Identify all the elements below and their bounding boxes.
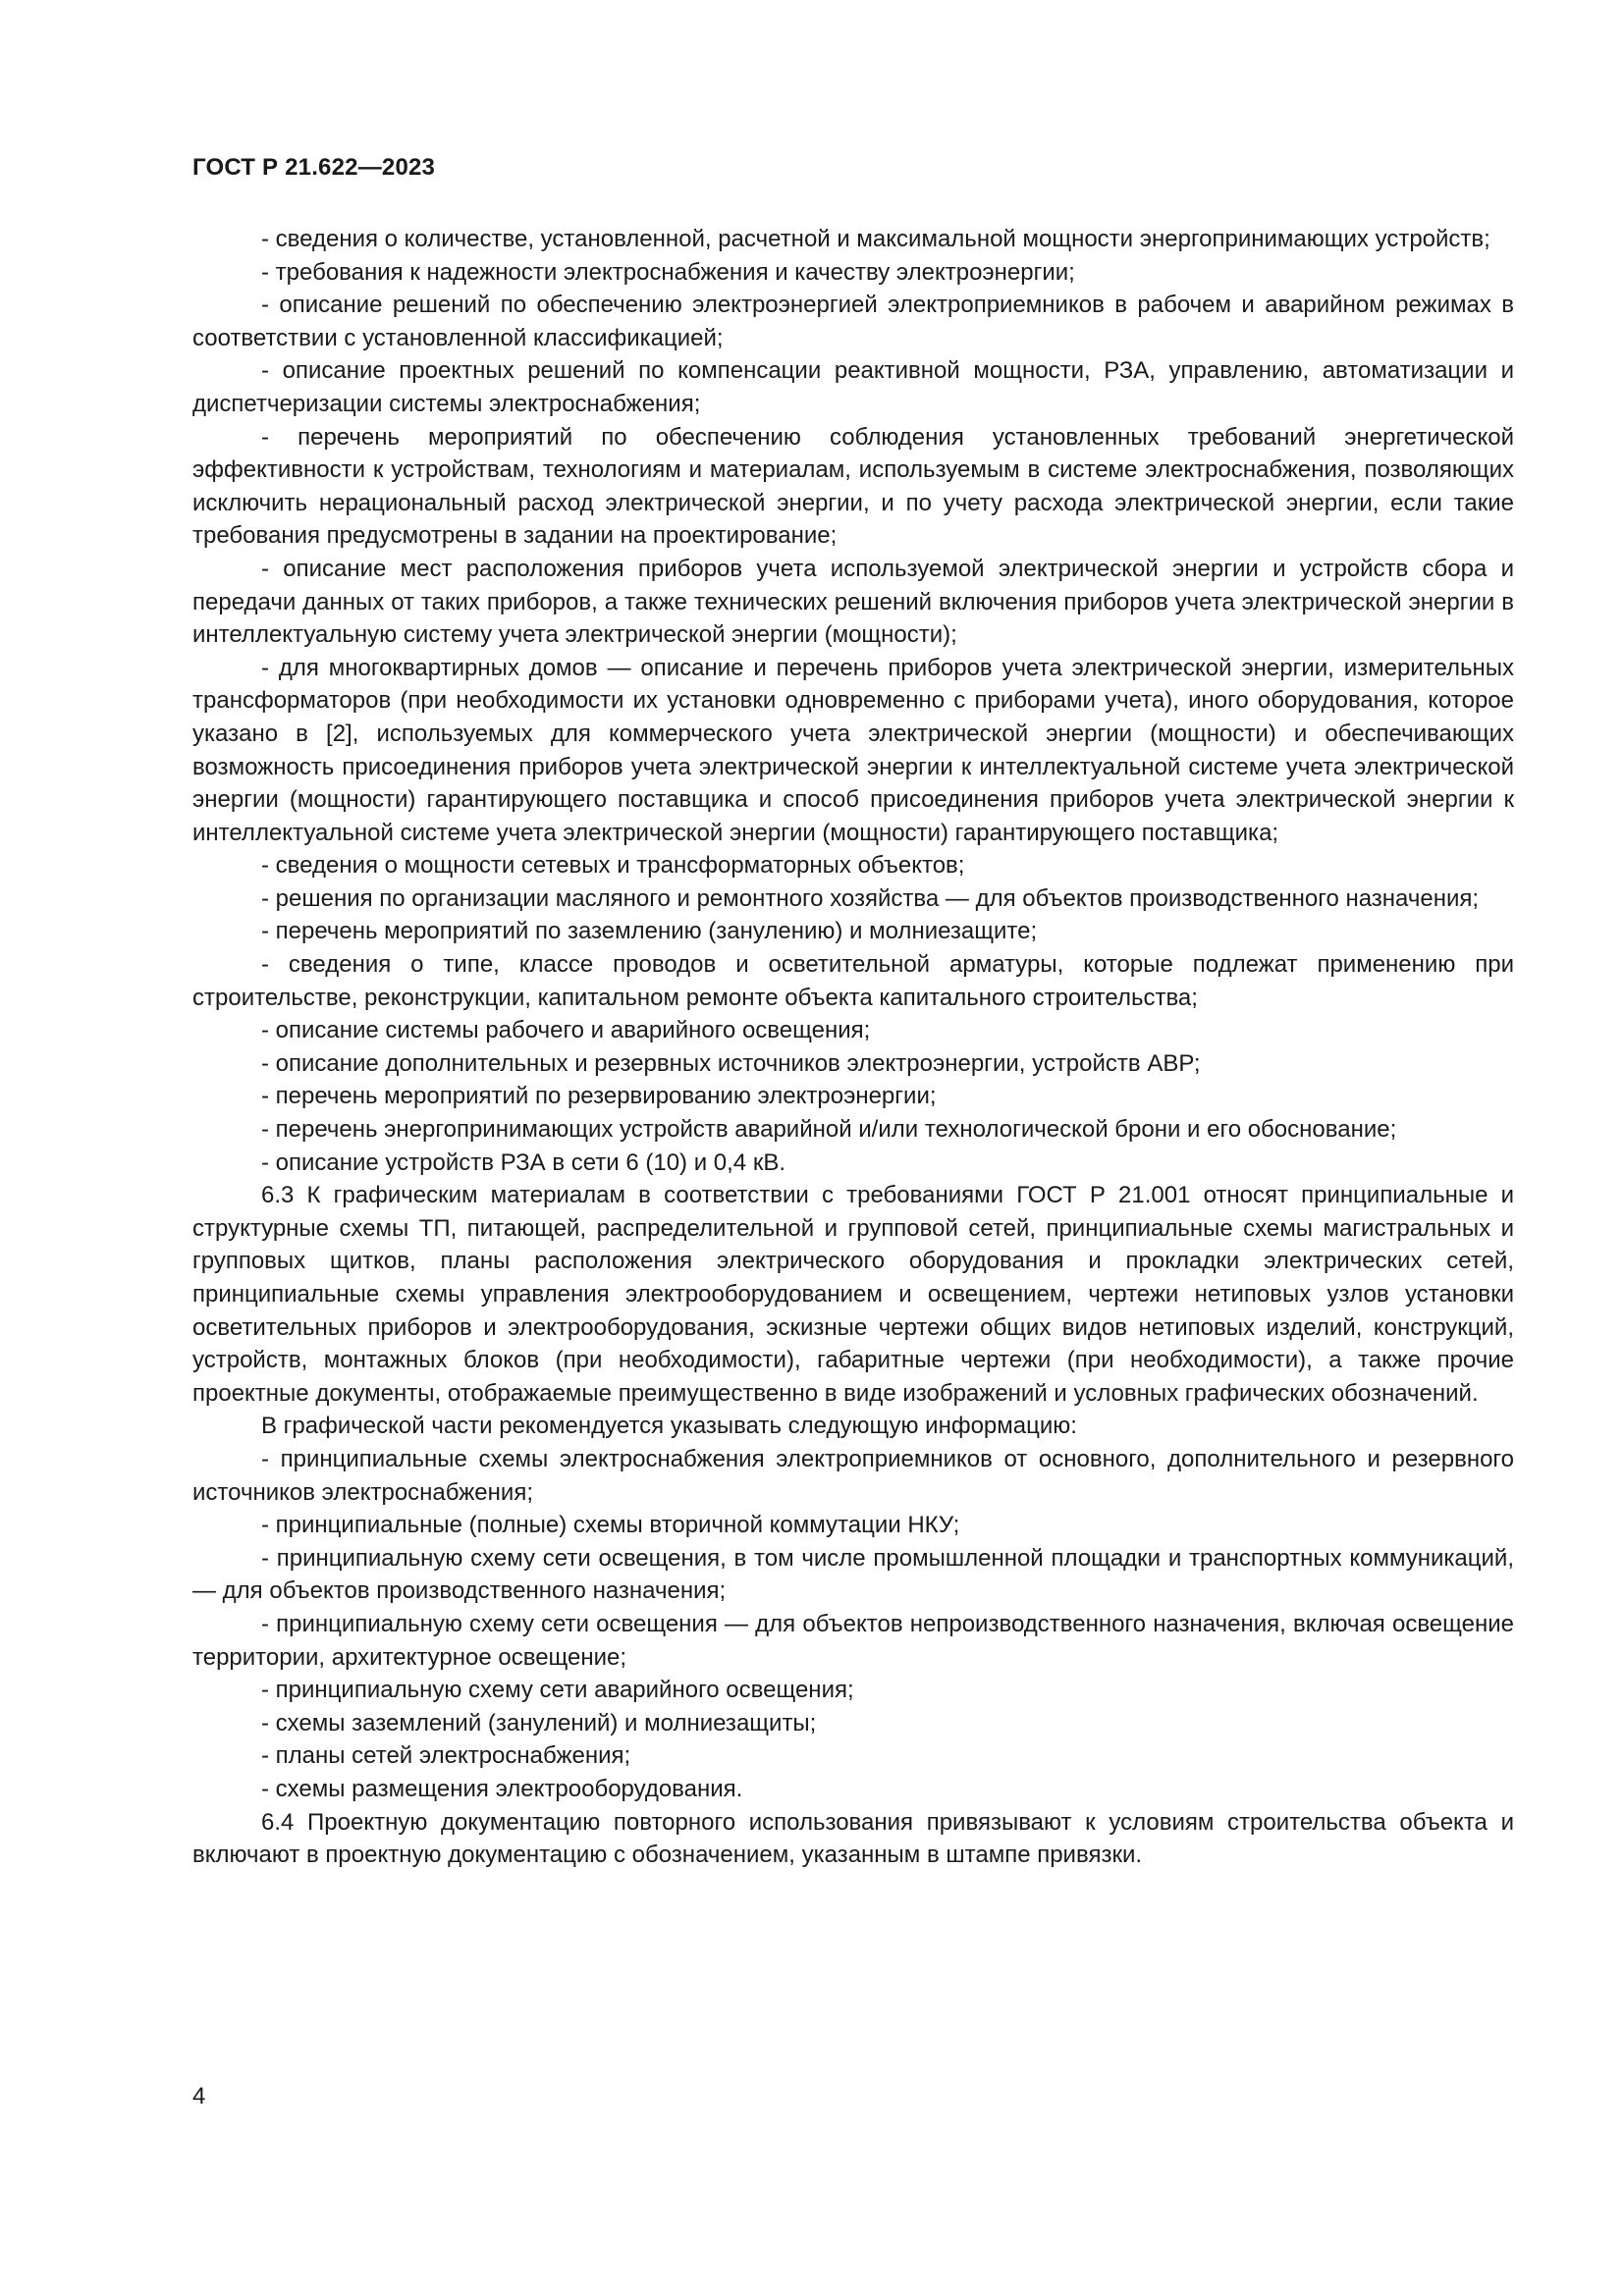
paragraph: - решения по организации масляного и ремонтного хозяйства — для объектов производственного назначения; (261, 884, 1480, 912)
paragraph: 6.4 Проектную документацию повторного использования привязывают к условиям строительства объекта и включают в проектную документацию с обозначением, указанным в штампе привязки. (192, 1808, 1514, 1869)
paragraph: - сведения о мощности сетевых и трансформаторных объектов; (261, 852, 965, 880)
page-number: 4 (192, 2083, 206, 2109)
paragraph: - принципиальные схемы электроснабжения электроприемников от основного, дополнительного и резервного источников электроснабжения; (192, 1445, 1514, 1506)
paragraph: - описание устройств РЗА в сети 6 (10) и 0,4 кВ. (261, 1148, 785, 1176)
paragraph: В графической части рекомендуется указывать следующую информацию: (261, 1413, 1077, 1440)
paragraph: - описание системы рабочего и аварийного освещения; (261, 1017, 871, 1044)
paragraph: - принципиальную схему сети аварийного освещения; (261, 1677, 854, 1704)
paragraph: - перечень мероприятий по резервированию электроэнергии; (261, 1083, 937, 1110)
paragraph: - описание мест расположения приборов учета используемой электрической энергии и устройств сбора и передачи данных от таких приборов, а также технических решений включения приборов учета электрической энергии в интеллектуальную систему учета электрической энергии (мощности); (192, 555, 1514, 649)
paragraph: - принципиальную схему сети освещения — для объектов непроизводственного назначения, включая освещение территории, архитектурное освещение; (192, 1610, 1514, 1671)
paragraph: - сведения о типе, классе проводов и осветительной арматуры, которые подлежат применению при строительстве, реконструкции, капитальном ремонте объекта капитального строительства; (192, 951, 1514, 1011)
paragraph: - перечень энергопринимающих устройств аварийной и/или технологической брони и его обоснование; (261, 1116, 1397, 1144)
paragraph: - перечень мероприятий по заземлению (занулению) и молниезащите; (261, 918, 1038, 945)
paragraph: - требования к надежности электроснабжения и качеству электроэнергии; (261, 258, 1075, 286)
paragraph: - описание решений по обеспечению электроэнергией электроприемников в рабочем и аварийном режимах в соответствии с установленной классификацией; (192, 292, 1514, 351)
paragraph: - принципиальные (полные) схемы вторичной коммутации НКУ; (261, 1512, 960, 1539)
paragraph: - перечень мероприятий по обеспечению соблюдения установленных требований энергетической эффективности к устройствам, технологиям и материалам, используемым в системе электроснабжения, позволяющих исключить нерациональный расход электрической энергии, и по учету расхода электрической энергии, если такие требования предусмотрены в задании на проектирование; (192, 423, 1514, 550)
paragraph: - схемы размещения электрооборудования. (261, 1775, 743, 1802)
paragraph: 6.3 К графическим материалам в соответствии с требованиями ГОСТ Р 21.001 относят принципиальные и структурные схемы ТП, питающей, распределительной и групповой сетей, принципиальные схемы магистральных и групповых щитков, планы расположения электрического оборудования и прокладки электрических сетей, принципиальные схемы управления электрооборудованием и освещением, чертежи нетиповых узлов установки осветительных приборов и электрооборудования, эскизные чертежи общих видов нетиповых изделий, конструкций, устройств, монтажных блоков (при необходимости), габаритные чертежи (при необходимости), а также прочие проектные документы, отображаемые преимущественно в виде изображений и условных графических обозначений. (192, 1182, 1514, 1407)
document-header: ГОСТ Р 21.622—2023 (192, 154, 436, 181)
paragraph: - для многоквартирных домов — описание и перечень приборов учета электрической энергии, измерительных трансформаторов (при необходимости их установки одновременно с приборами учета), иного оборудования, которое указано в [2], используемых для коммерческого учета электрической энергии (мощности) и обеспечивающих возможность присоединения приборов учета электрической энергии к интеллектуальной системе учета электрической энергии (мощности) гарантирующего поставщика и способ присоединения приборов учета электрической энергии к интеллектуальной системе учета электрической энергии (мощности) гарантирующего поставщика; (192, 654, 1514, 846)
paragraph: - планы сетей электроснабжения; (261, 1742, 631, 1770)
paragraph: - схемы заземлений (занулений) и молниезащиты; (261, 1709, 817, 1736)
paragraph: - сведения о количестве, установленной, расчетной и максимальной мощности энергопринимающих устройств; (261, 226, 1490, 252)
paragraph: - описание дополнительных и резервных источников электроэнергии, устройств АВР; (261, 1049, 1201, 1077)
paragraph: - принципиальную схему сети освещения, в том числе промышленной площадки и транспортных коммуникаций, — для объектов производственного назначения; (192, 1544, 1514, 1605)
document-body (192, 223, 1514, 1872)
paragraph: - описание проектных решений по компенсации реактивной мощности, РЗА, управлению, автоматизации и диспетчеризации системы электроснабжения; (192, 357, 1514, 417)
